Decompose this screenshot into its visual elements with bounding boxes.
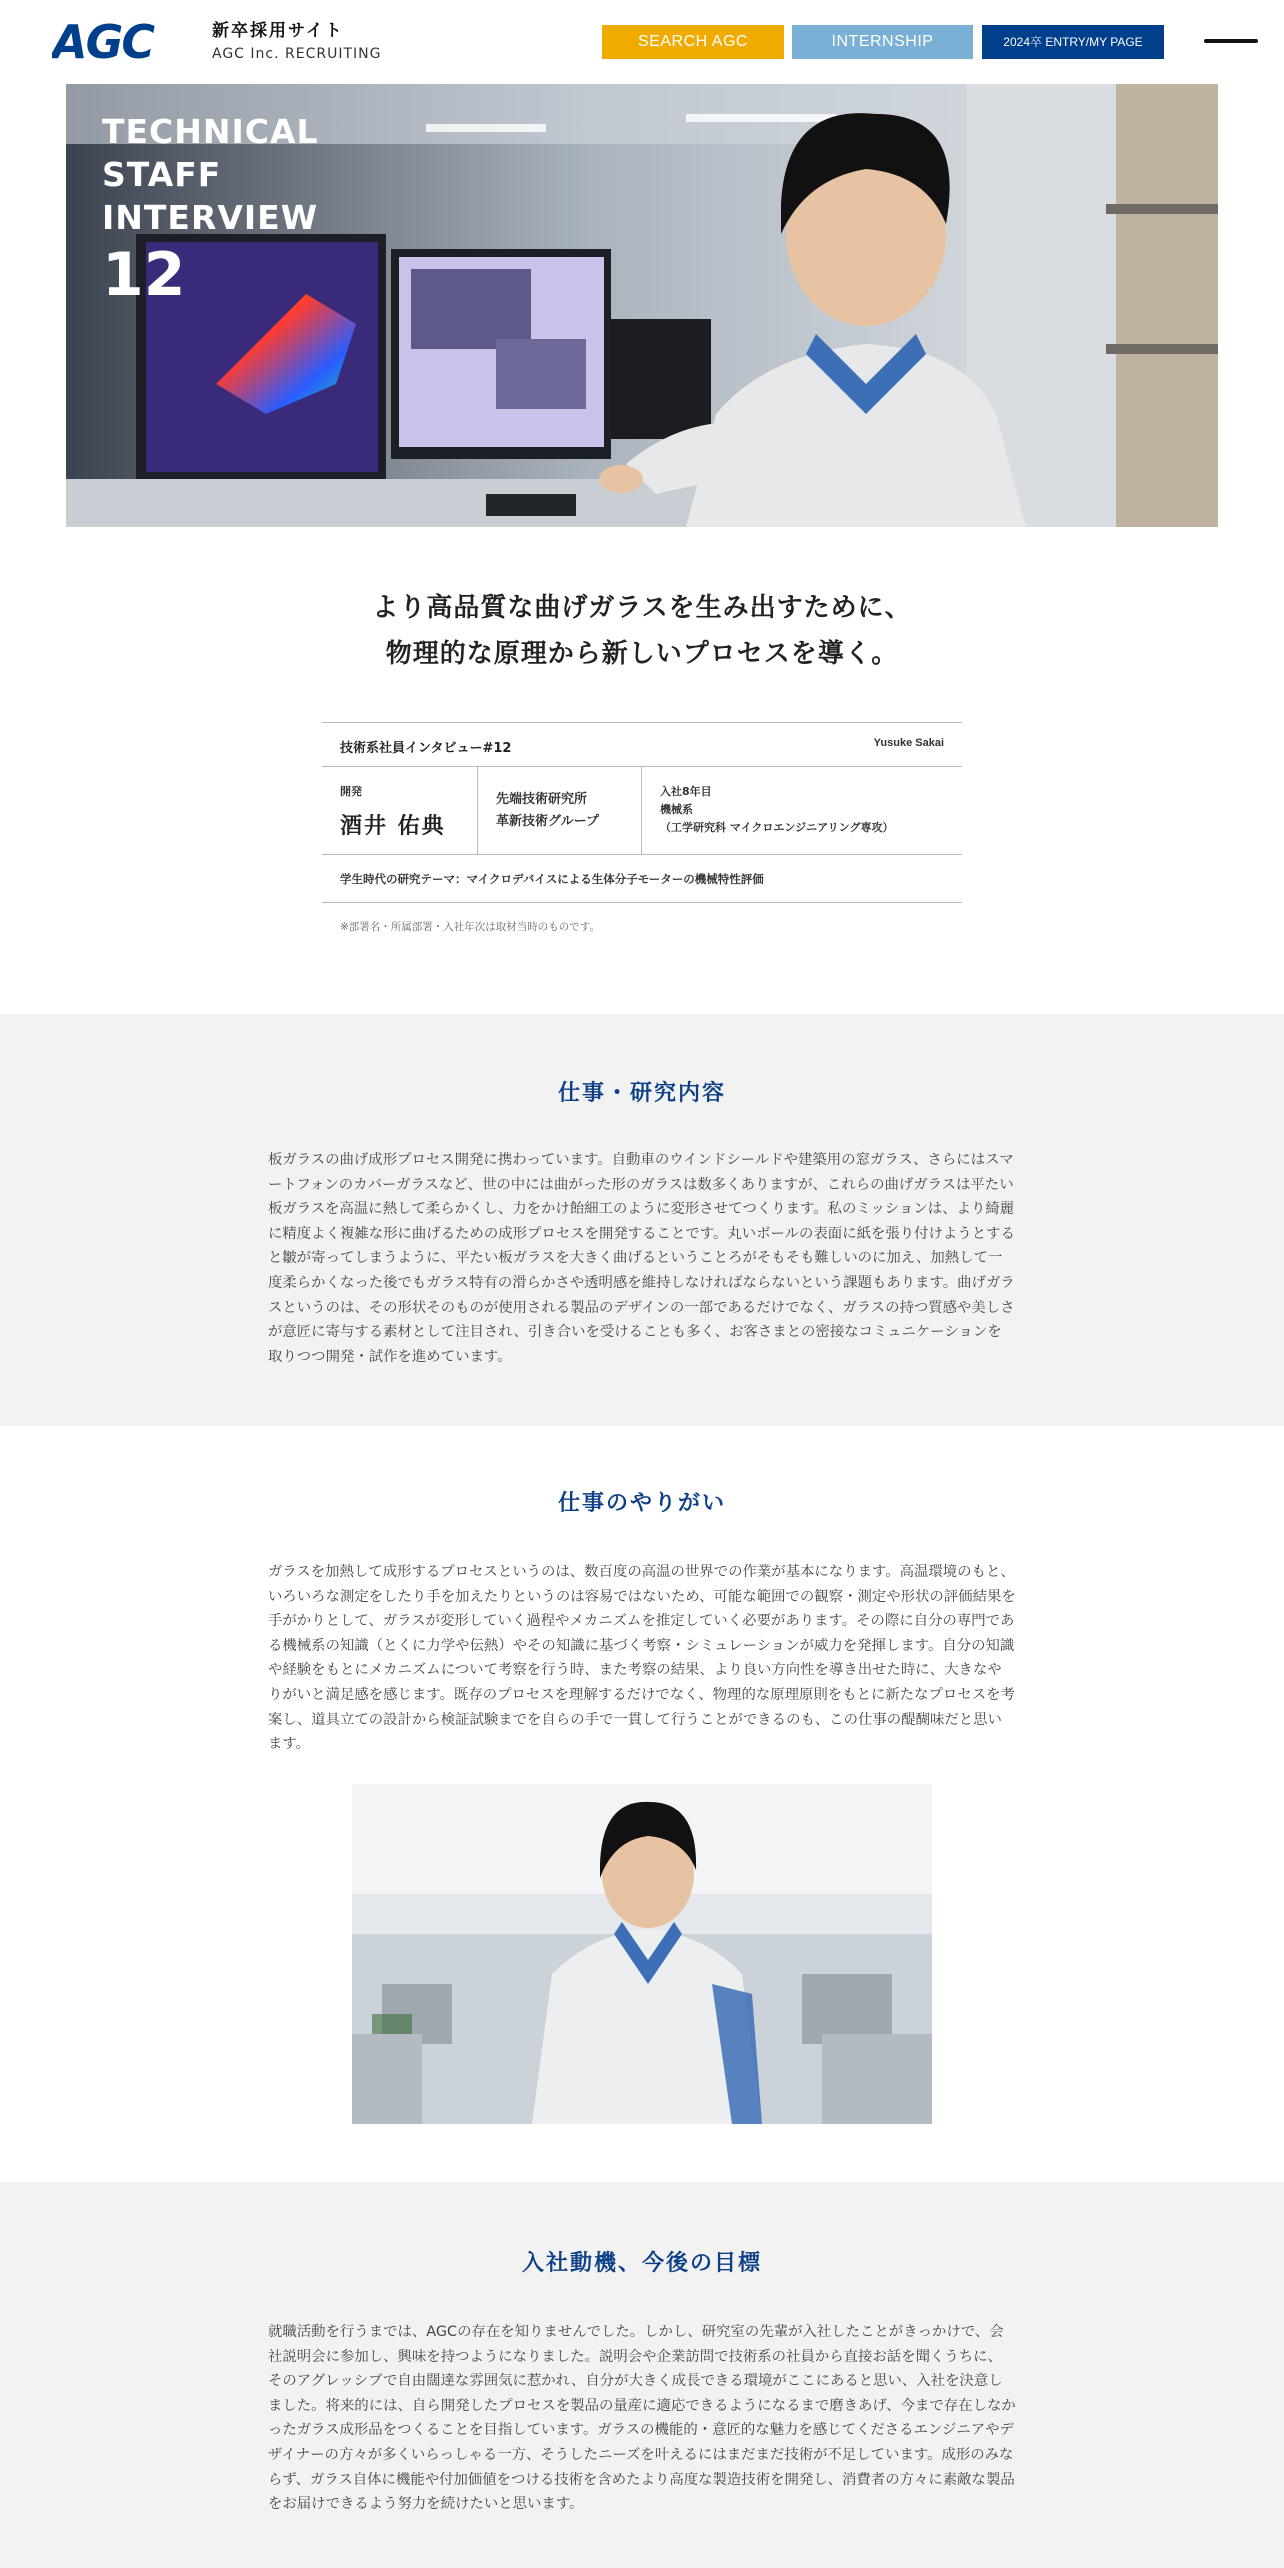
- lead-line-1: より高品質な曲げガラスを生み出すために、: [372, 593, 912, 623]
- search-agc-button[interactable]: SEARCH AGC: [602, 25, 784, 59]
- portrait-photo: [352, 1784, 932, 2124]
- hero-title-line-3: INTERVIEW: [102, 198, 319, 237]
- join-year: 入社8年目: [660, 785, 712, 798]
- profile-detail-row: [322, 767, 962, 855]
- section-work-title: 仕事・研究内容: [557, 1081, 726, 1106]
- lead-line-2: 物理的な原理から新しいプロセスを導く。: [385, 639, 899, 669]
- section-rewarding-body: ガラスを加熱して成形するプロセスというのは、数百度の高温の世界での作業が基本になります。高温環境のもと、いろいろな測定をしたり手を加えたりというのは容易ではないため、可能な範囲での観察・測定や形状の評価結果を手がかりとして、ガラスが変形していく過程やメカニズムを推定していく必要があります。その際に自分の専門である機械系の知識（とくに力学や伝熱）やその知識に基づく考察・シミュレーションが威力を発揮します。自分の知識や経験をもとにメカニズムについて考察を行う時、また考察の結果、より良い方向性を導き出せた時に、大きなやりがいと満足感を感じます。既存のプロセスを理解するだけでなく、物理的な原理原則をもとに新たなプロセスを考案し、道具立ての設計から検証試験までを自らの手で一貫して行うことができるのも、この仕事の醍醐味だと思います。: [268, 1564, 1016, 1753]
- person-name: 酒井 佑典: [340, 814, 446, 839]
- entry-mypage-button[interactable]: 2024卒 ENTRY/MY PAGE: [982, 25, 1164, 59]
- section-motivation: [0, 2182, 1284, 2568]
- section-work-body: 板ガラスの曲げ成形プロセス開発に携わっています。自動車のウインドシールドや建築用の窓ガラス、さらにはスマートフォンのカバーガラスなど、世の中には曲がった形のガラスは数多くありますが、これらの曲げガラスは平たい板ガラスを高温に熱して柔らかくし、力をかけ飴細工のように変形させてつくります。私のミッションは、より綺麗に精度よく複雑な形に曲げるための成形プロセスを開発することです。丸いボールの表面に紙を張り付けようとすると皺が寄ってしまうように、平たい板ガラスを大きく曲げるということろがそもそも難しいのに加え、加熱して一度柔らかくなった後でもガラス特有の滑らかさや透明感を維持しなければならないという課題もあります。曲げガラスというのは、その形状そのものが使用される製品のデザインの一部であるだけでなく、ガラスの持つ質感や美しさが意匠に寄与する素材として注目され、引き合いを受けることも多く、お客さまとの密接なコミュニケーションを取りつつ開発・試作を進めています。: [268, 1152, 1015, 1365]
- section-rewarding-title: 仕事のやりがい: [557, 1491, 726, 1516]
- svg-text:AGC: AGC: [52, 20, 154, 62]
- profile-theme-row: [322, 855, 962, 903]
- interview-series: 技術系社員インタビュー#12: [340, 741, 512, 756]
- job-category: 開発: [340, 785, 362, 798]
- interview-number: 12: [102, 240, 186, 310]
- field: 機械系: [660, 803, 693, 816]
- hero-title: [102, 110, 319, 311]
- hero-image: [66, 84, 1218, 527]
- profile-dept-cell: [478, 767, 642, 855]
- profile-career-cell: [642, 767, 962, 855]
- hamburger-icon[interactable]: [1200, 36, 1260, 48]
- section-motivation-title: 入社動機、今後の目標: [521, 2251, 762, 2276]
- agc-logo[interactable]: [52, 20, 170, 62]
- section-work: [0, 1014, 1284, 1426]
- career-info: [660, 783, 893, 837]
- department-line-2: 革新技術グループ: [496, 814, 599, 829]
- internship-button[interactable]: INTERNSHIP: [792, 25, 973, 59]
- site-name-jp: 新卒採用サイト: [212, 21, 344, 41]
- profile-note: ※部署名・所属部署・入社年次は取材当時のものです。: [340, 921, 600, 933]
- section-motivation-body: 就職活動を行うまでは、AGCの存在を知りませんでした。しかし、研究室の先輩が入社したことがきっかけで、会社説明会に参加し、興味を持つようになりました。説明会や企業訪問で技術系の社員から直接お話を聞くうちに、そのアグレッシブで自由闊達な雰囲気に惹かれ、自分が大きく成長できる環境がここにあると思い、入社を決意しました。将来的には、自ら開発したプロセスを製品の量産に適応できるようになるまで磨きあげ、今まで存在しなかったガラス成形品をつくることを目指しています。ガラスの機能的・意匠的な魅力を感じてくださるエンジニアやデザイナーの方々が多くいらっしゃる一方、そうしたニーズを叶えるにはまだまだ技術が不足しています。成形のみならず、ガラス自体に機能や付加価値をつける技術を含めたより高度な製造技術を開発し、消費者の方々に素敵な製品をお届けできるよう努力を続けたいと思います。: [268, 2324, 1016, 2513]
- site-name[interactable]: [212, 20, 381, 64]
- site-header: [0, 0, 1284, 84]
- research-theme: 学生時代の研究テーマ：マイクロデバイスによる生体分子モーターの機械特性評価: [340, 872, 764, 886]
- profile-table: [322, 722, 962, 933]
- site-name-en: AGC Inc. RECRUITING: [212, 46, 382, 62]
- hero-title-line-1: TECHNICAL: [102, 112, 319, 151]
- major: （工学研究科 マイクロエンジニアリング専攻）: [660, 821, 894, 834]
- department: [496, 789, 599, 833]
- portrait-illustration: [352, 1784, 932, 2124]
- profile-header-row: [322, 722, 962, 767]
- name-english: Yusuke Sakai: [873, 737, 944, 749]
- hero-title-line-2: STAFF: [102, 155, 222, 194]
- profile-name-cell: [322, 767, 478, 855]
- lead-catchcopy: [0, 585, 1284, 677]
- department-line-1: 先端技術研究所: [496, 792, 588, 807]
